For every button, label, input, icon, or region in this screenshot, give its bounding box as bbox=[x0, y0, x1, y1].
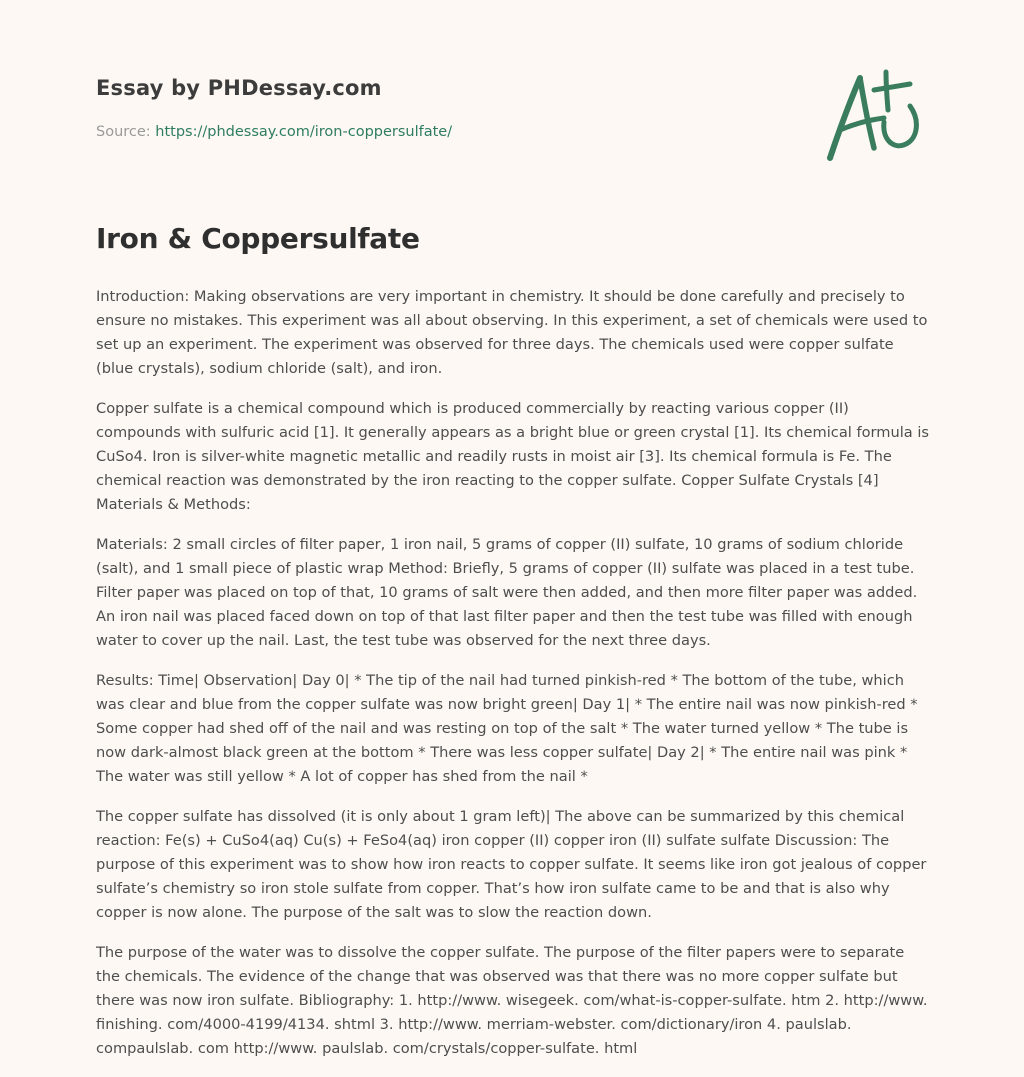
article-paragraph: Materials: 2 small circles of filter paper, 1 iron nail, 5 grams of copper (II) sulfate, 10 grams of sodium chloride (salt), and 1 small piece of plastic wrap Method: Briefly, 5 grams of copper (II) sulfate was placed in a test tube. Filter paper was placed on top of that, 10 grams of salt were then added, and then more filter paper was added. An iron nail was placed faced down on top of that last filter paper and then the test tube was filled with enough water to cover up the nail. Last, the test tube was observed for the next three days. bbox=[96, 536, 918, 649]
source-line bbox=[96, 124, 452, 140]
article-title: Iron & Coppersulfate bbox=[96, 222, 420, 255]
article-body bbox=[96, 285, 930, 1077]
essay-page bbox=[96, 0, 930, 1057]
article-paragraph: Copper sulfate is a chemical compound which is produced commercially by reacting various copper (II) compounds with sulfuric acid [1]. It generally appears as a bright blue or green crystal [1]. Its chemical formula is CuSo4. Iron is silver-white magnetic metallic and readily rusts in moist air [3]. Its chemical formula is Fe. The chemical reaction was demonstrated by the iron reacting to the copper sulfate. Copper Sulfate Crystals [4] Materials & Methods: bbox=[96, 400, 930, 513]
article-paragraph: The purpose of the water was to dissolve the copper sulfate. The purpose of the filter papers were to separate the chemicals. The evidence of the change that was observed was that there was no more copper sulfate but there was now iron sulfate. Bibliography: 1. http://www. wisegeek. com/what-is-copper-sulfate. htm 2. http://www. finishing. com/4000-4199/4134. shtml 3. http://www. merriam-webster. com/dictionary/iron 4. paulslab. compaulslab. com http://www. paulslab. com/crystals/copper-sulfate. html bbox=[96, 944, 928, 1057]
article-paragraph: Results: Time| Observation| Day 0| * The tip of the nail had turned pinkish-red * The bottom of the tube, which was clear and blue from the copper sulfate was now bright green| Day 1| * The entire nail was now pinkish-red * Some copper had shed off of the nail and was resting on top of the salt * The water turned yellow * The tube is now dark-almost black green at the bottom * There was less copper sulfate| Day 2| * The entire nail was pink * The water was still yellow * A lot of copper has shed from the nail * bbox=[96, 672, 918, 785]
article-paragraph: The copper sulfate has dissolved (it is only about 1 gram left)| The above can be summarized by this chemical reaction: Fe(s) + CuSo4(aq) Cu(s) + FeSo4(aq) iron copper (II) copper iron (II) sulfate sulfate Discussion: The purpose of this experiment was to show how iron reacts to copper sulfate. It seems like iron got jealous of copper sulfate’s chemistry so iron stole sulfate from copper. That’s how iron sulfate came to be and that is also why copper is now alone. The purpose of the salt was to slow the reaction down. bbox=[96, 808, 927, 921]
page-header bbox=[96, 0, 928, 200]
a-plus-logo-icon bbox=[824, 66, 928, 166]
site-brand: Essay by PHDessay.com bbox=[96, 76, 382, 100]
source-link[interactable]: https://phdessay.com/iron-coppersulfate/ bbox=[155, 124, 453, 140]
source-label: Source: bbox=[96, 124, 156, 140]
article-paragraph: Introduction: Making observations are very important in chemistry. It should be done carefully and precisely to ensure no mistakes. This experiment was all about observing. In this experiment, a set of chemicals were used to set up an experiment. The experiment was observed for three days. The chemicals used were copper sulfate (blue crystals), sodium chloride (salt), and iron. bbox=[96, 288, 928, 377]
